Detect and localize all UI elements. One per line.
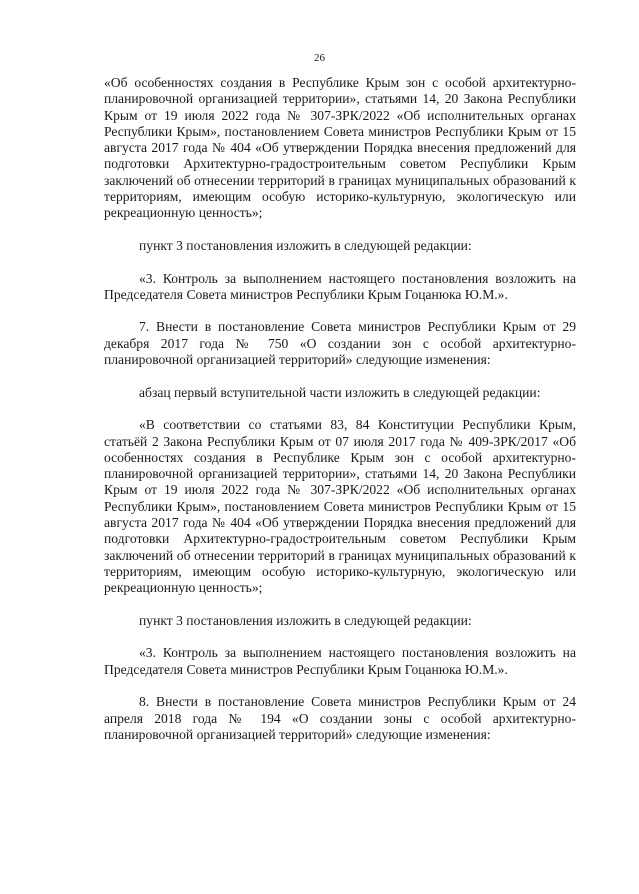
paragraph-point-3-instruction: пункт 3 постановления изложить в следующей редакции: [139,237,472,253]
paragraph-point-3-text: «3. Контроль за выполнением настоящего постановления возложить на Председателя Совета министров Республики Крым Гоцанюка Ю.М.». [104,270,576,302]
paragraph-preamble-text: «В соответствии со статьями 83, 84 Конституции Республики Крым, статьёй 2 Закона Республики Крым от 07 июля 2017 года № 409-ЗРК/2017 «Об особенностях создания в Республике Крым зон с особой архитектурно-планировочной организацией территории», статьями 14, 20 Закона Республики Крым от 19 июля 2022 года № 307-ЗРК/2022 «Об исполнительных органах Республики Крым», постановлением Совета министров Республики Крым от 15 августа 2017 года № 404 «Об утверждении Порядка внесения предложений для подготовки Архитектурно-градостроительным советом Республики Крым заключений об отнесении территорий в границах муниципальных образований к территориям, имеющим особую историко-культурную, экологическую или рекреационную ценность»; [104,417,576,596]
paragraph-gap [104,303,576,319]
paragraph-point-3-text-2: «3. Контроль за выполнением настоящего постановления возложить на Председателя Совета министров Республики Крым Гоцанюка Ю.М.». [104,645,576,677]
page-number: 26 [314,52,325,64]
paragraph-gap [104,254,576,270]
paragraph-item-7: 7. Внести в постановление Совета министров Республики Крым от 29 декабря 2017 года № 750 «О создании зон с особой архитектурно-планировочной организацией территорий» следующие изменения: [104,319,576,368]
paragraph-gap [104,597,576,613]
document-body [104,75,576,743]
paragraph-gap [104,629,576,645]
paragraph-gap [104,222,576,238]
paragraph-item-8: 8. Внести в постановление Совета министров Республики Крым от 24 апреля 2018 года № 194 «О создании зоны с особой архитектурно-планировочной организацией территорий» следующие изменения: [104,694,576,742]
paragraph-point-3-instruction-2: пункт 3 постановления изложить в следующей редакции: [139,612,472,628]
paragraph-gap [104,401,576,417]
paragraph-preamble-instruction: абзац первый вступительной части изложить в следующей редакции: [139,384,541,400]
paragraph-gap [104,368,576,384]
paragraph-gap [104,678,576,694]
paragraph-quote-continued: «Об особенностях создания в Республике Крым зон с особой архитектурно-планировочной организацией территории», статьями 14, 20 Закона Республики Крым от 19 июля 2022 года № 307-ЗРК/2022 «Об исполнительных органах Республики Крым», постановлением Совета министров Республики Крым от 15 августа 2017 года № 404 «Об утверждении Порядка внесения предложений для подготовки Архитектурно-градостроительным советом Республики Крым заключений об отнесении территорий в границах муниципальных образований к территориям, имеющим особую историко-культурную, экологическую или рекреационную ценность»; [104,75,576,221]
